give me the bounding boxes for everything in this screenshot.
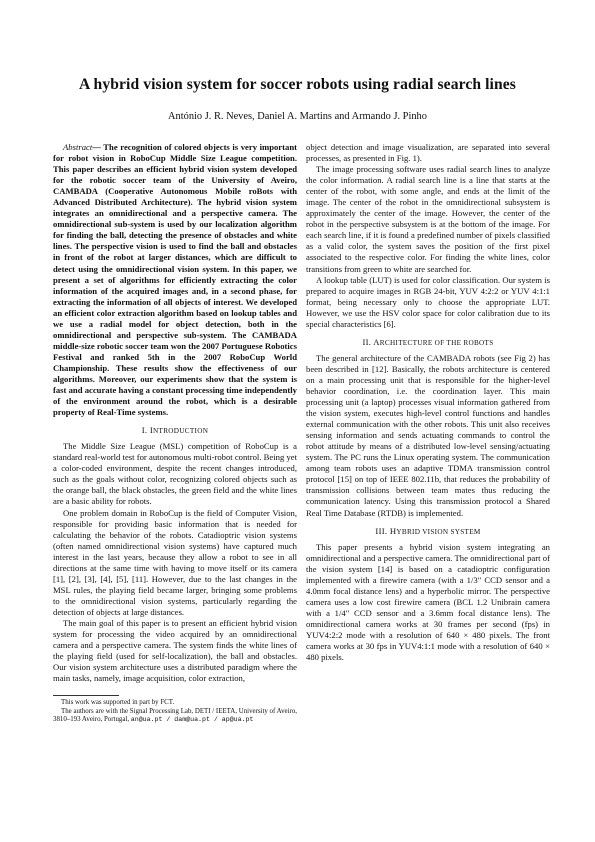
- intro-paragraph: The image processing software uses radial search lines to analyze the color information. A radial search line is a line that starts at the center of the robot, with some angle, and ends at the limit of the image. The center of the robot in the omnidirectional subsystem is approximately the center of the image. However, the center of the robot in the perspective subsystem is at the bottom of the image. For each search line, if it is found a predefined number of pixels classified as a valid color, the system saves the position of the first pixel associated to the respective color. For finding the white lines, color transitions from green to white are searched for.: [306, 164, 550, 274]
- hybrid-paragraph: This paper presents a hybrid vision system integrating an omnidirectional and a perspective camera. The omnidirectional part of the vision system [14] is based on a catadioptric configuration implemented with a firewire camera (with a 1/3" CCD sensor and a 4.0mm focal distance lens) and a hyperbolic mirror. The perspective camera uses a low cost firewire camera (BCL 1.2 Unibrain camera with a 1/4" CCD sensor and a 3.6mm focal distance lens). The omnidirectional camera works at 30 frames per second (fps) in YUV4:2:2 mode with a resolution of 640 × 480 pixels. The front camera works at 30 fps in YUV4:1:1 mode with a resolution of 640 × 480 pixels.: [306, 541, 550, 663]
- section-heading-hybrid-vision: III. HYBRID VISION SYSTEM: [375, 525, 481, 536]
- architecture-paragraph: The general architecture of the CAMBADA robots (see Fig 2) has been described in [12]. Basically, the robots architecture is centered on a main processing unit that is responsible for the higher-level behavior coordination, i.e. the coordination layer. This main processing unit (a laptop) processes visual information gathered from the vision system, executes high-level control functions and handles external communication with the other robots. This unit also receives sensing information and sends actuating commands to control the robot attitude by means of a distributed low-level sensing/actuating system. The PC runs the Linux operating system. The communication among team robots uses an adaptive TDMA transmission control protocol [15] on top of IEEE 802.11b, that reduces the probability of transmission collisions between team mates thus reducing the communication latency. Using this transmission protocol a Shared Real Time Database (RTDB) is implemented.: [306, 352, 550, 518]
- paper-title: A hybrid vision system for soccer robots using radial search lines: [79, 76, 516, 93]
- right-column: [306, 142, 550, 663]
- author-emails: an@ua.pt / dam@ua.pt / ap@ua.pt: [130, 716, 254, 724]
- section-heading-architecture: II. ARCHITECTURE OF THE ROBOTS: [362, 336, 494, 347]
- intro-paragraph: The main goal of this paper is to present an efficient hybrid vision system for processing the video acquired by an omnidirectional camera and a perspective camera. The system finds the white lines of the playing field (used for self-localization), the ball and obstacles. Our vision system architecture uses a distributed paradigm where the main tasks, namely, image acquisition, color extraction,: [53, 617, 297, 684]
- intro-paragraph: The Middle Size League (MSL) competition of RoboCup is a standard real-world test for autonomous multi-robot control. Being yet a color-coded environment, despite the recent changes introduced, such as the goals without color, recognizing colored objects such as the orange ball, the black obstacles, the green field and the white lines are a basic ability for robots.: [53, 441, 297, 507]
- footnote-divider: [53, 695, 119, 696]
- section-heading-introduction: I. INTRODUCTION: [141, 425, 209, 436]
- intro-paragraph: A lookup table (LUT) is used for color classification. Our system is prepared to acquire images in RGB 24-bit, YUV 4:2:2 or YUV 4:1:1 format, being necessary only to choose the appropriate LUT. However, we use the HSV color space for color calibration due to its special characteristics [6].: [306, 274, 550, 329]
- abstract-text: — The recognition of colored objects is very important for robot vision in RoboCup Middle Size League competition. This paper describes an efficient hybrid vision system developed for the robotic soccer team of the University of Aveiro, CAMBADA (Cooperative Autonomous Mobile roBots with Advanced Distributed Architecture). The hybrid vision system integrates an omnidirectional and a perspective camera. The omnidirectional sub-system is used by our localization algorithm for finding the ball, detecting the presence of obstacles and white lines. The perspective vision is used to find the ball and obstacles in front of the robot at larger distances, which are difficult to detect using the omnidirectional vision system. In this paper, we present a set of algorithms for efficiently extracting the color information of the acquired images and, in a second phase, for extracting the information of all objects of interest. We developed an efficient color extraction algorithm based on lookup tables and we use a radial model for object detection, both in the omnidirectional and perspective sub-system. The CAMBADA middle-size robotic soccer team won the 2007 Portuguese Robotics Festival and ranked 5th in the 2007 RoboCup World Championship. These results show the effectiveness of our algorithms. Moreover, our experiments show that the system is fast and accurate having a constant processing time independently of the environment around the robot, which is a desirable property of Real-Time systems.: [53, 142, 297, 418]
- abstract-lead: Abstract: [63, 142, 93, 152]
- intro-paragraph: One problem domain in RoboCup is the field of Computer Vision, responsible for providing basic information that is needed for calculating the behavior of the robots. Catadioptric vision systems (often named omnidirectional vision systems) have captured much interest in the last years, because they allow a robot to see in all directions at the same time with having to move itself or its camera [1], [2], [3], [4], [5], [11]. However, due to the last changes in the MSL rules, the playing field became larger, bringing some problems to the omnidirectional vision systems, particularly regarding the detection of objects at large distances.: [53, 507, 297, 617]
- left-column: [53, 142, 297, 725]
- paper-authors: António J. R. Neves, Daniel A. Martins and Armando J. Pinho: [168, 111, 427, 122]
- intro-paragraph-continued: object detection and image visualization, are separated into several processes, as presented in Fig. 1).: [306, 142, 550, 164]
- footnotes: [53, 699, 297, 725]
- footnote-support: This work was supported in part by FCT.: [61, 699, 175, 707]
- footnote-affiliation: The authors are with the Signal Processing Lab, DETI / IEETA, University of Aveiro, 3810–193 Aveiro, Portugal, an@ua.pt / dam@ua.pt / ap@ua.pt: [53, 707, 297, 724]
- abstract: [53, 142, 297, 418]
